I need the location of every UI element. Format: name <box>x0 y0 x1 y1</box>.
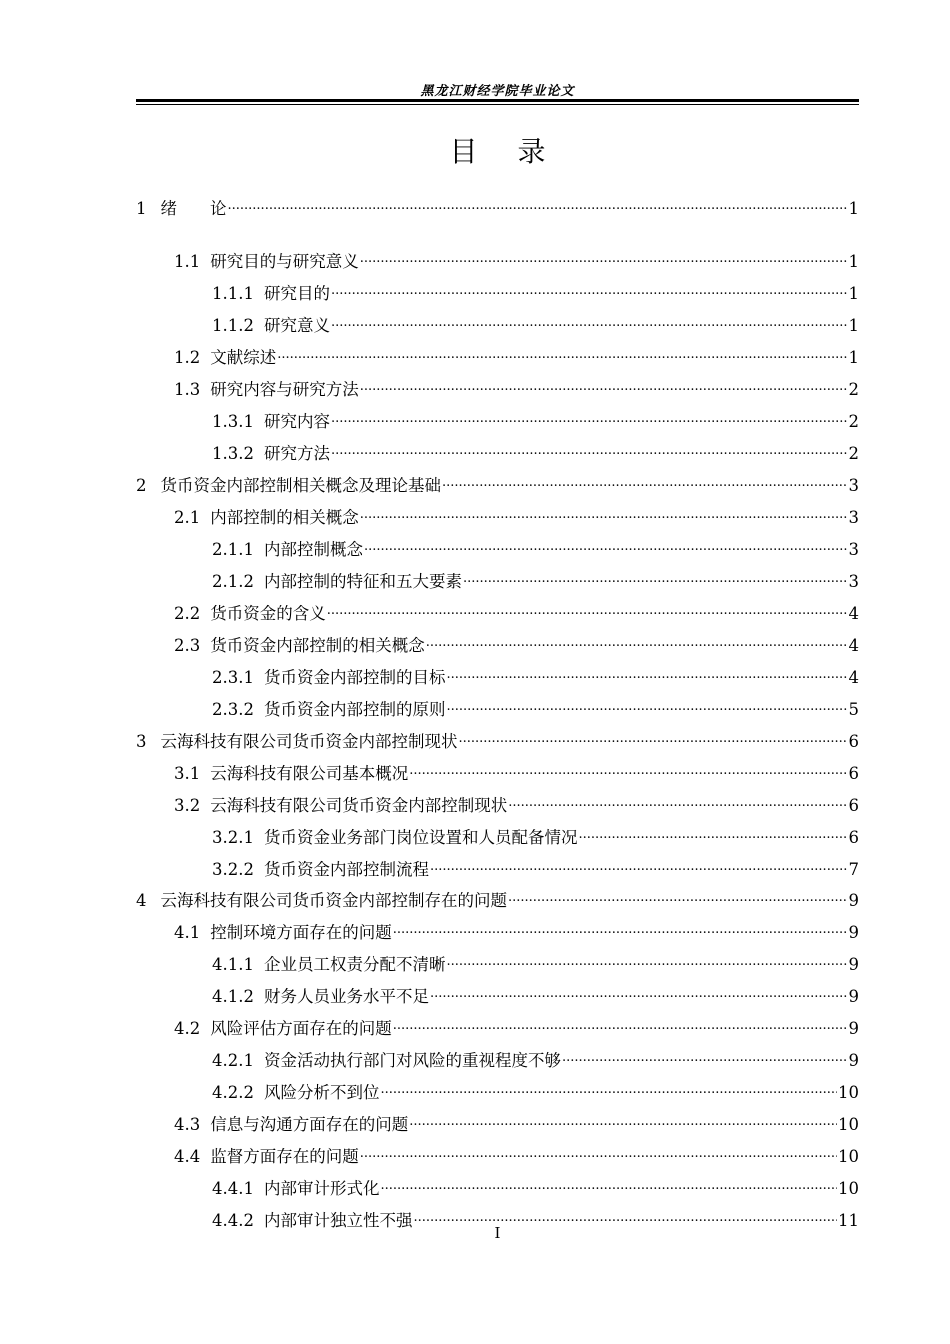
toc-dot-leader <box>393 914 848 938</box>
toc-entry-page: 9 <box>848 1019 859 1038</box>
toc-entry-level-2[interactable] <box>174 1010 859 1038</box>
toc-entry-title: 货币资金内部控制的目标 <box>263 668 446 687</box>
toc-entry-page: 10 <box>838 1179 859 1198</box>
toc-entry-number: 2.1 <box>174 508 201 527</box>
toc-entry-title: 信息与沟通方面存在的问题 <box>210 1115 409 1134</box>
toc-entry-number: 4 <box>136 891 147 910</box>
toc-entry-level-2[interactable] <box>174 1106 859 1134</box>
toc-dot-leader <box>327 595 848 619</box>
toc-dot-leader <box>413 1202 837 1226</box>
toc-dot-leader <box>331 307 848 331</box>
toc-entry-title: 云海科技有限公司货币资金内部控制存在的问题 <box>160 891 507 910</box>
toc-entry-level-2[interactable] <box>174 339 859 367</box>
toc-entry-title: 货币资金的含义 <box>210 604 326 623</box>
toc-entry-level-3[interactable] <box>212 403 859 431</box>
toc-dot-leader <box>228 190 848 214</box>
toc-entry-page: 10 <box>838 1083 859 1102</box>
toc-entry-title: 内部审计独立性不强 <box>263 1211 413 1230</box>
toc-dot-leader <box>364 531 848 555</box>
toc-dot-leader <box>277 339 847 363</box>
toc-entry-number: 4.2.1 <box>212 1051 254 1070</box>
toc-entry-number: 2.3.1 <box>212 668 254 687</box>
toc-entry-page: 2 <box>848 380 859 399</box>
toc-entry-page: 4 <box>848 636 859 655</box>
toc-entry-title: 研究方法 <box>263 444 330 463</box>
toc-dot-leader <box>360 371 848 395</box>
toc-entry-title: 货币资金内部控制的相关概念 <box>210 636 425 655</box>
toc-entry-number: 2 <box>136 476 147 495</box>
toc-dot-leader <box>446 946 847 970</box>
toc-entry-title: 内部控制概念 <box>263 540 363 559</box>
toc-entry-level-3[interactable] <box>212 659 859 687</box>
toc-entry-number: 2.1.2 <box>212 572 254 591</box>
toc-dot-leader <box>508 787 847 811</box>
toc-entry-title: 货币资金内部控制的原则 <box>263 700 446 719</box>
toc-entry-number: 1.3.1 <box>212 412 254 431</box>
toc-dot-leader <box>360 499 848 523</box>
toc-entry-title: 云海科技有限公司基本概况 <box>210 764 409 783</box>
toc-dot-leader <box>409 755 847 779</box>
toc-dot-leader <box>380 1074 837 1098</box>
toc-entry-level-2[interactable] <box>174 627 859 655</box>
toc-entry-page: 4 <box>848 668 859 687</box>
toc-entry-number: 1.3.2 <box>212 444 254 463</box>
toc-entry-number: 3 <box>136 732 147 751</box>
toc-entry-level-3[interactable] <box>212 946 859 974</box>
toc-entry-title: 货币资金内部控制相关概念及理论基础 <box>160 476 441 495</box>
toc-entry-number: 4.1.2 <box>212 987 254 1006</box>
toc-entry-number: 3.1 <box>174 764 201 783</box>
toc-entry-title: 财务人员业务水平不足 <box>263 987 429 1006</box>
toc-dot-leader <box>331 275 848 299</box>
toc-entry-number: 4.2 <box>174 1019 201 1038</box>
toc-entry-number: 2.1.1 <box>212 540 254 559</box>
toc-entry-level-3[interactable] <box>212 307 859 335</box>
toc-entry-number: 2.2 <box>174 604 201 623</box>
toc-entry-level-1[interactable] <box>136 723 859 751</box>
toc-dot-leader <box>409 1106 837 1130</box>
toc-entry-number: 1 <box>136 199 147 218</box>
toc-entry-title: 文献综述 <box>210 348 277 367</box>
toc-entry-number: 4.4.1 <box>212 1179 254 1198</box>
toc-entry-page: 10 <box>838 1115 859 1134</box>
toc-entry-title: 企业员工权责分配不清晰 <box>263 955 446 974</box>
toc-entry-title: 内部控制的特征和五大要素 <box>263 572 462 591</box>
toc-entry-page: 9 <box>848 1051 859 1070</box>
toc-dot-leader <box>360 1138 837 1162</box>
toc-entry-level-3[interactable] <box>212 1074 859 1102</box>
toc-dot-leader <box>446 659 847 683</box>
toc-entry-number: 4.1 <box>174 923 201 942</box>
toc-entry-level-3[interactable] <box>212 819 859 847</box>
toc-entry-title: 绪 论 <box>160 199 227 218</box>
toc-entry-title: 内部审计形式化 <box>263 1179 380 1198</box>
toc-entry-page: 1 <box>848 252 859 271</box>
toc-dot-leader <box>459 723 848 747</box>
toc-entry-number: 4.2.2 <box>212 1083 254 1102</box>
toc-entry-page: 9 <box>848 987 859 1006</box>
toc-dot-leader <box>562 1042 848 1066</box>
toc-entry-title: 资金活动执行部门对风险的重视程度不够 <box>263 1051 561 1070</box>
toc-entry-level-2[interactable] <box>174 595 859 623</box>
toc-entry-page: 9 <box>848 923 859 942</box>
toc-dot-leader <box>360 243 848 267</box>
toc-dot-leader <box>442 467 848 491</box>
toc-entry-title: 风险分析不到位 <box>263 1083 380 1102</box>
toc-entry-level-1[interactable] <box>136 190 859 218</box>
toc-entry-level-2[interactable] <box>174 755 859 783</box>
toc-entry-page: 5 <box>848 700 859 719</box>
header-rule-thick <box>136 99 859 102</box>
toc-entry-title: 货币资金内部控制流程 <box>263 860 429 879</box>
toc-dot-leader <box>463 563 848 587</box>
toc-entry-number: 2.3 <box>174 636 201 655</box>
toc-dot-leader <box>393 1010 848 1034</box>
toc-entry-title: 控制环境方面存在的问题 <box>210 923 392 942</box>
toc-entry-page: 3 <box>848 508 859 527</box>
toc-entry-title: 研究意义 <box>263 316 330 335</box>
toc-entry-number: 3.2.1 <box>212 828 254 847</box>
toc-dot-leader <box>508 882 848 906</box>
toc-entry-level-2[interactable] <box>174 787 859 815</box>
toc-entry-number: 1.1 <box>174 252 201 271</box>
toc-dot-leader <box>380 1170 837 1194</box>
toc-entry-level-2[interactable] <box>174 1138 859 1166</box>
toc-entry-number: 1.2 <box>174 348 201 367</box>
toc-entry-title: 研究内容 <box>263 412 330 431</box>
toc-entry-page: 2 <box>848 444 859 463</box>
toc-entry-level-1[interactable] <box>136 882 859 910</box>
toc-entry-level-1[interactable] <box>136 467 859 495</box>
toc-dot-leader <box>426 627 848 651</box>
toc-entry-page: 7 <box>848 860 859 879</box>
toc-entry-level-3[interactable] <box>212 435 859 463</box>
toc-entry-page: 3 <box>848 540 859 559</box>
toc-entry-level-3[interactable] <box>212 691 859 719</box>
toc-entry-number: 1.3 <box>174 380 201 399</box>
toc-entry-title: 研究内容与研究方法 <box>210 380 359 399</box>
header-rule-thin <box>136 104 859 105</box>
toc-entry-number: 1.1.1 <box>212 284 254 303</box>
toc-entry-page: 1 <box>848 199 859 218</box>
toc-entry-number: 4.4.2 <box>212 1211 254 1230</box>
toc-entry-title: 风险评估方面存在的问题 <box>210 1019 392 1038</box>
toc-entry-level-2[interactable] <box>174 914 859 942</box>
toc-entry-page: 3 <box>848 476 859 495</box>
toc-entry-title: 研究目的与研究意义 <box>210 252 359 271</box>
toc-entry-number: 3.2 <box>174 796 201 815</box>
toc-entry-level-3[interactable] <box>212 275 859 303</box>
toc-entry-number: 3.2.2 <box>212 860 254 879</box>
toc-entry-page: 3 <box>848 572 859 591</box>
toc-entry-level-3[interactable] <box>212 1202 859 1230</box>
toc-entry-page: 1 <box>848 316 859 335</box>
toc-entry-page: 10 <box>838 1147 859 1166</box>
toc-entry-level-3[interactable] <box>212 978 859 1006</box>
toc-entry-number: 4.3 <box>174 1115 201 1134</box>
toc-dot-leader <box>578 819 847 843</box>
toc-entry-title: 内部控制的相关概念 <box>210 508 359 527</box>
toc-entry-page: 1 <box>848 284 859 303</box>
toc-dot-leader <box>331 403 848 427</box>
toc-entry-title: 监督方面存在的问题 <box>210 1147 359 1166</box>
toc-entry-page: 1 <box>848 348 859 367</box>
toc-entry-number: 4.1.1 <box>212 955 254 974</box>
toc-entry-level-3[interactable] <box>212 1170 859 1198</box>
toc-entry-page: 6 <box>848 732 859 751</box>
toc-entry-level-2[interactable] <box>174 371 859 399</box>
toc-entry-number: 1.1.2 <box>212 316 254 335</box>
toc-entry-page: 6 <box>848 828 859 847</box>
toc-entry-title: 云海科技有限公司货币资金内部控制现状 <box>160 732 458 751</box>
toc-entry-page: 6 <box>848 796 859 815</box>
toc-entry-level-3[interactable] <box>212 1042 859 1070</box>
toc-entry-title: 货币资金业务部门岗位设置和人员配备情况 <box>263 828 578 847</box>
running-header: 黑龙江财经学院毕业论文 <box>420 84 575 99</box>
toc-entry-page: 2 <box>848 412 859 431</box>
page-number: I <box>494 1224 501 1242</box>
toc-entry-number: 2.3.2 <box>212 700 254 719</box>
toc-entry-level-2[interactable] <box>174 499 859 527</box>
toc-entry-page: 11 <box>838 1211 859 1230</box>
toc-entry-number: 4.4 <box>174 1147 201 1166</box>
toc-entry-title: 研究目的 <box>263 284 330 303</box>
toc-dot-leader <box>446 691 847 715</box>
toc-dot-leader <box>430 978 848 1002</box>
toc-entry-level-3[interactable] <box>212 531 859 559</box>
toc-dot-leader <box>430 851 848 875</box>
toc-entry-page: 9 <box>848 955 859 974</box>
toc-entry-level-2[interactable] <box>174 243 859 271</box>
toc-entry-level-3[interactable] <box>212 563 859 591</box>
toc-entry-page: 9 <box>848 891 859 910</box>
toc-entry-level-3[interactable] <box>212 851 859 879</box>
toc-dot-leader <box>331 435 848 459</box>
toc-entry-page: 6 <box>848 764 859 783</box>
toc-entry-title: 云海科技有限公司货币资金内部控制现状 <box>210 796 508 815</box>
toc-title: 目录 <box>449 135 586 168</box>
toc-entry-page: 4 <box>848 604 859 623</box>
